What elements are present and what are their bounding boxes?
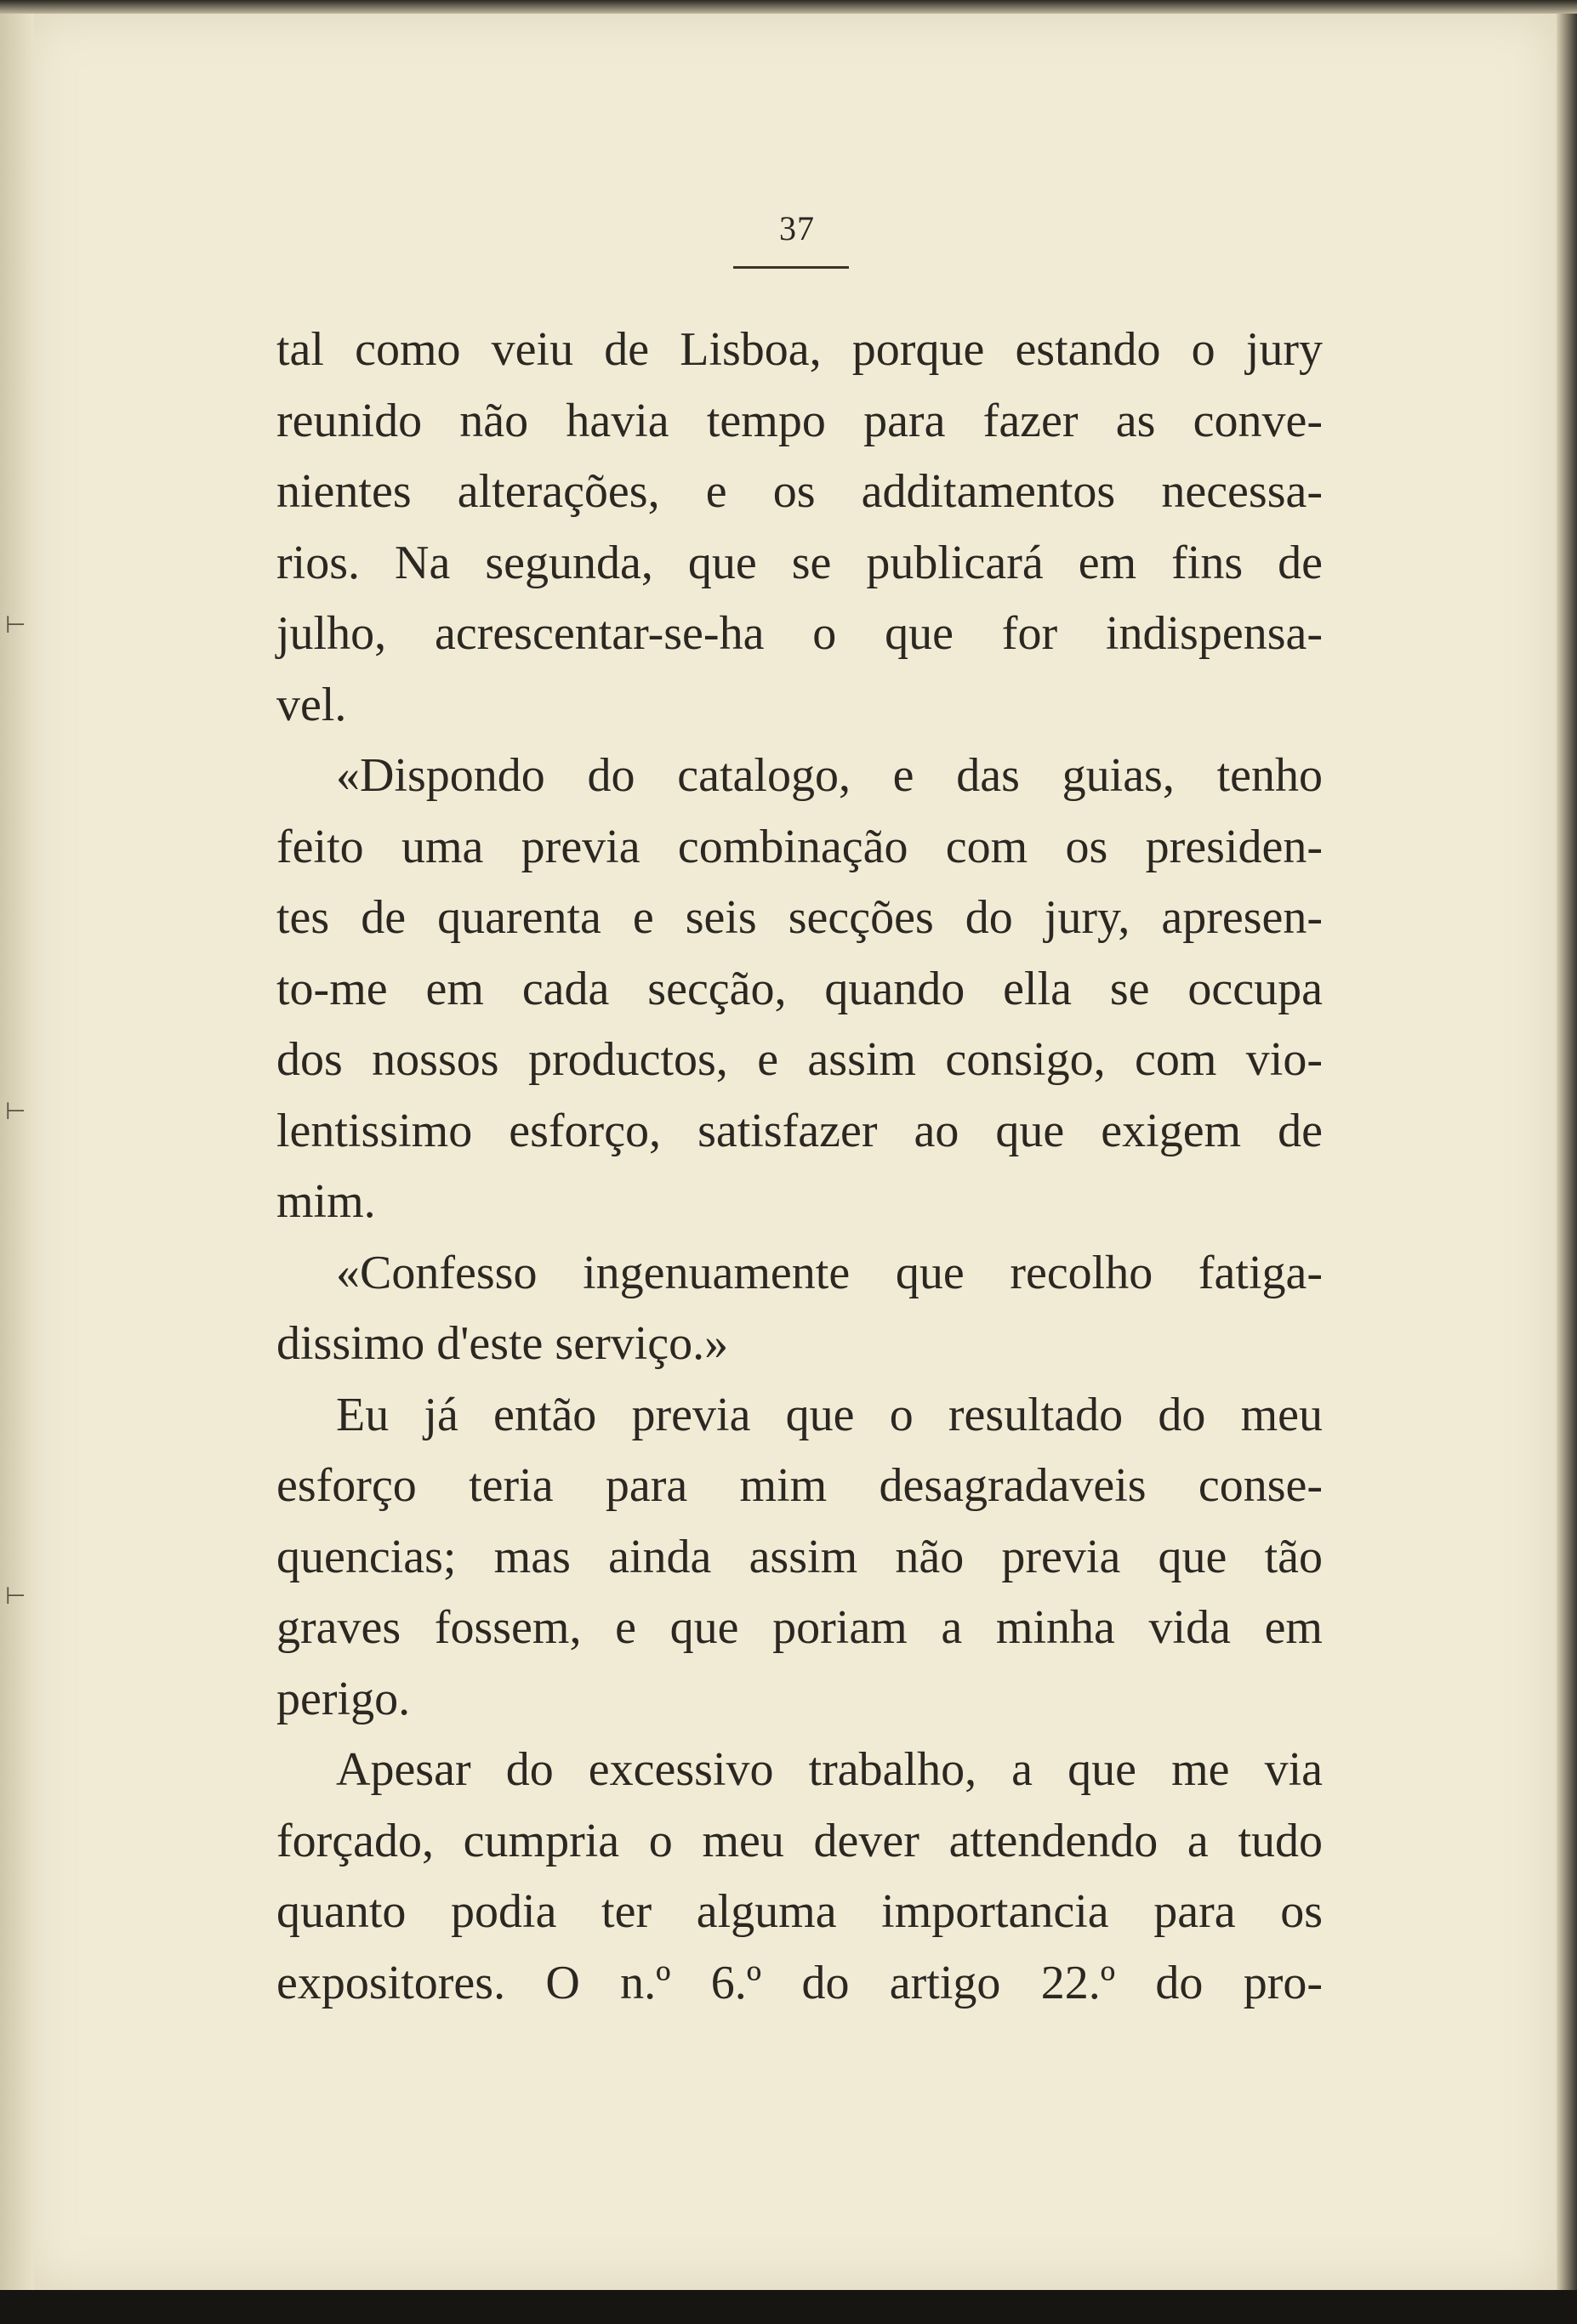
text-line: dos nossos productos, e assim consigo, com vio-: [276, 1033, 1323, 1086]
text-line: tes de quarenta e seis secções do jury, apresen-: [276, 891, 1323, 944]
page-top-edge: [0, 0, 1577, 14]
text-line: mim.: [276, 1175, 376, 1228]
text-line: tal como veiu de Lisboa, porque estando o jury: [276, 323, 1323, 376]
text-line: nientes alterações, e os additamentos necessa-: [276, 465, 1323, 518]
text-line: esforço teria para mim desagradaveis conse-: [276, 1459, 1323, 1512]
body-text: [276, 315, 1323, 2019]
text-line: dissimo d'este serviço.»: [276, 1317, 729, 1370]
text-line: quanto podia ter alguma importancia para os: [276, 1885, 1323, 1938]
text-line: to-me em cada secção, quando ella se occupa: [276, 962, 1323, 1015]
text-line: quencias; mas ainda assim não previa que tão: [276, 1530, 1323, 1583]
text-line: expositores. O n.º 6.º do artigo 22.º do pro-: [276, 1956, 1323, 2009]
page-bottom-edge: [0, 2290, 1577, 2324]
text-line: Apesar do excessivo trabalho, a que me via: [336, 1743, 1323, 1796]
text-line: «Confesso ingenuamente que recolho fatiga-: [336, 1246, 1323, 1299]
page-number-rule: [733, 266, 849, 269]
binding-gutter: [0, 0, 34, 2324]
text-line: forçado, cumpria o meu dever attendendo a tudo: [276, 1814, 1323, 1867]
text-line: rios. Na segunda, que se publicará em fins de: [276, 536, 1323, 589]
text-line: reunido não havia tempo para fazer as conve-: [276, 394, 1323, 447]
text-line: perigo.: [276, 1672, 411, 1725]
text-line: graves fossem, e que poriam a minha vida em: [276, 1601, 1323, 1654]
margin-tick-mark: ⊢: [5, 1097, 26, 1125]
text-line: julho, acrescentar-se-ha o que for indispensa-: [276, 607, 1323, 660]
margin-tick-mark: ⊢: [5, 611, 26, 639]
text-line: vel.: [276, 678, 347, 731]
text-line: Eu já então previa que o resultado do meu: [336, 1388, 1323, 1441]
page-right-edge: [1557, 0, 1577, 2324]
margin-tick-mark: ⊢: [5, 1582, 26, 1610]
text-line: «Dispondo do catalogo, e das guias, tenho: [336, 749, 1323, 802]
page-number: 37: [779, 209, 815, 247]
text-line: lentissimo esforço, satisfazer ao que exigem de: [276, 1104, 1323, 1157]
text-line: feito uma previa combinação com os presiden-: [276, 820, 1323, 873]
